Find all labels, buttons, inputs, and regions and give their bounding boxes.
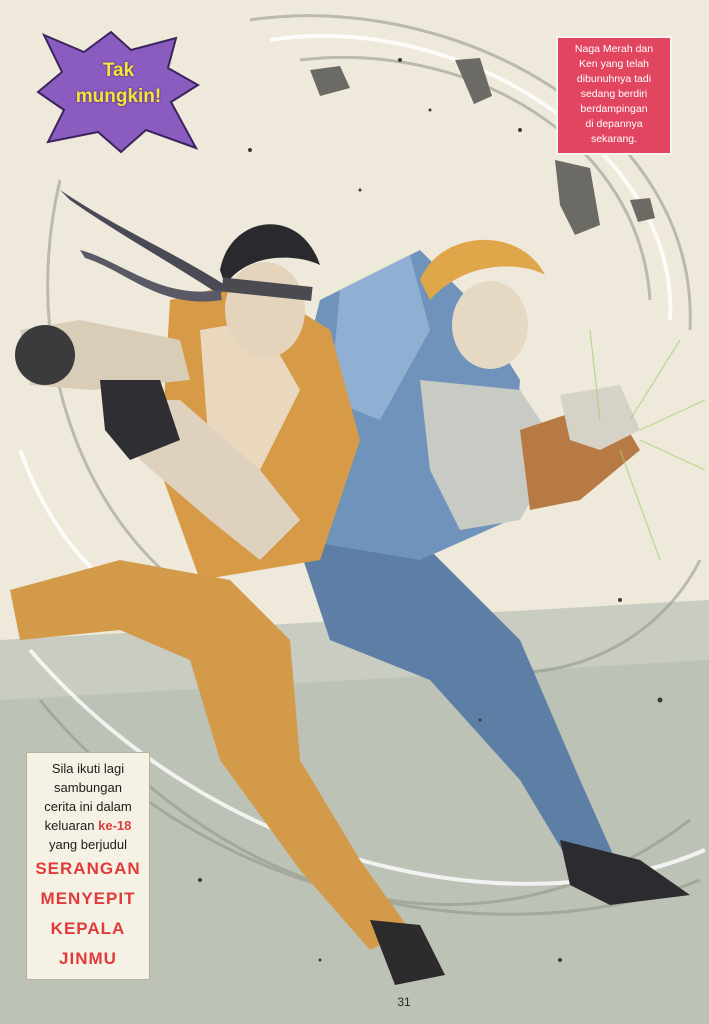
next-issue-line-1: Sila ikuti lagi — [51, 761, 125, 776]
caption-top-line: sekarang. — [590, 133, 638, 145]
next-issue-title-line: KEPALA — [50, 919, 126, 938]
next-issue-caption — [26, 752, 150, 980]
caption-top-line: berdampingan — [580, 103, 648, 115]
next-issue-line-4 — [27, 816, 149, 835]
burst-line-2: mungkin! — [75, 86, 162, 107]
burst-line-1: Tak — [102, 60, 135, 81]
caption-top-line: dibunuhnya tadi — [576, 73, 652, 85]
next-issue-title-line: MENYEPIT — [40, 889, 136, 908]
burst-text — [36, 58, 201, 110]
next-issue-title-line: SERANGAN — [35, 859, 141, 878]
caption-top-line: di depannya — [585, 118, 643, 130]
caption-top-line: sedang berdiri — [580, 88, 648, 100]
next-issue-line-2: sambungan — [54, 780, 122, 795]
narration-caption-top — [556, 36, 672, 155]
issue-number: ke-18 — [98, 818, 132, 833]
caption-top-line: Naga Merah dan — [574, 43, 654, 55]
next-issue-line-5: yang berjudul — [48, 837, 128, 852]
page-number: 31 — [397, 995, 411, 1009]
next-issue-line-3: cerita ini dalam — [44, 799, 132, 814]
issue-prefix: keluaran — [44, 818, 95, 833]
next-issue-title-line: JINMU — [59, 949, 117, 968]
speech-burst — [36, 30, 201, 155]
caption-top-line: Ken yang telah — [578, 58, 650, 70]
